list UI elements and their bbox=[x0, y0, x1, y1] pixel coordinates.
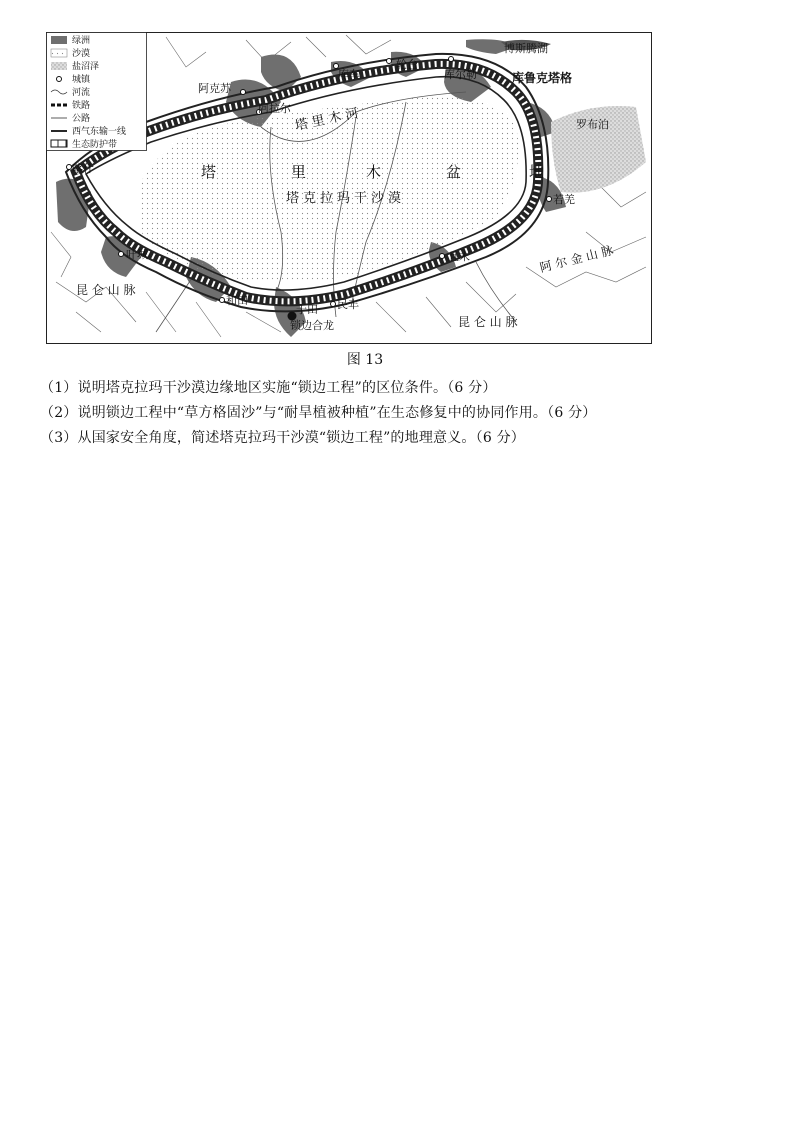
town-label-suobian: 锁边合龙 bbox=[290, 319, 334, 332]
legend-label-town: 城镇 bbox=[72, 75, 91, 85]
town-marker-yecheng bbox=[119, 252, 124, 257]
legend-label-marsh: 盐沼泽 bbox=[72, 62, 100, 72]
town-label-kashi: 喀什 bbox=[72, 162, 94, 175]
legend-label-pipeline: 西气东输一线 bbox=[72, 127, 127, 137]
map-legend bbox=[47, 33, 147, 151]
legend-label-road: 公路 bbox=[72, 114, 91, 124]
feature-label-bosten: 博斯腾湖 bbox=[504, 42, 548, 55]
basin-label-ta: 塔 bbox=[201, 163, 217, 181]
town-label-luntai: 轮台 bbox=[396, 58, 418, 71]
legend-marsh-swatch bbox=[51, 62, 67, 70]
legend-oasis-swatch bbox=[51, 36, 67, 44]
town-marker-kashi bbox=[67, 165, 72, 170]
legend-desert-swatch bbox=[51, 49, 67, 57]
kunlun-right-label: 昆 仑 山 脉 bbox=[458, 315, 518, 329]
town-label-kuche: 库车 bbox=[338, 68, 360, 81]
tarim-basin-map bbox=[46, 32, 652, 344]
kunlun-left-label: 昆 仑 山 脉 bbox=[76, 283, 136, 297]
town-label-yutian: 于田 bbox=[296, 303, 318, 316]
town-label-korla: 库尔勒 bbox=[444, 68, 477, 81]
question-1: （1）说明塔克拉玛干沙漠边缘地区实施“锁边工程”的区位条件。（6 分） bbox=[40, 380, 497, 396]
town-marker-luntai bbox=[387, 59, 392, 64]
legend-label-railway: 铁路 bbox=[72, 101, 91, 111]
town-marker-minfeng bbox=[331, 302, 336, 307]
question-2: （2）说明锁边工程中“草方格固沙”与“耐旱植被种植”在生态修复中的协同作用。（6 分） bbox=[40, 405, 597, 421]
legend-belt-icon bbox=[51, 140, 67, 147]
town-label-qiemo: 且末 bbox=[448, 250, 470, 263]
town-marker-akesu bbox=[241, 90, 246, 95]
town-marker-qiemo bbox=[440, 254, 445, 259]
town-marker-ruoqiang bbox=[547, 197, 552, 202]
basin-label-mu: 木 bbox=[366, 163, 382, 181]
legend-label-belt: 生态防护带 bbox=[72, 140, 118, 150]
question-3: （3）从国家安全角度，简述塔克拉玛干沙漠“锁边工程”的地理意义。（6 分） bbox=[40, 430, 525, 446]
legend-label-river: 河流 bbox=[72, 88, 91, 98]
basin-label-di: 地 bbox=[529, 163, 545, 181]
feature-label-kuluketage: 库鲁克塔格 bbox=[512, 71, 573, 85]
legend-town-icon bbox=[57, 77, 62, 82]
feature-label-tarim-river: 塔 里 木 河 bbox=[293, 105, 360, 134]
desert-label: 塔克拉玛干沙漠 bbox=[286, 191, 406, 206]
town-label-yecheng: 叶城 bbox=[126, 248, 148, 261]
altun-label: 阿 尔 金 山 脉 bbox=[538, 243, 615, 275]
feature-label-luobupo: 罗布泊 bbox=[576, 118, 609, 131]
basin-label-li: 里 bbox=[291, 163, 307, 181]
town-marker-korla bbox=[449, 57, 454, 62]
legend-label-desert: 沙漠 bbox=[72, 49, 91, 59]
figure-caption: 图 13 bbox=[346, 352, 384, 368]
town-marker-hotan bbox=[220, 298, 225, 303]
town-label-minfeng: 民丰 bbox=[337, 298, 359, 311]
basin-label-pen: 盆 bbox=[446, 163, 462, 181]
town-label-ruoqiang: 若羌 bbox=[553, 193, 575, 206]
legend-label-oasis: 绿洲 bbox=[72, 36, 91, 46]
town-label-akesu: 阿克苏 bbox=[198, 82, 231, 95]
town-label-alar: 阿拉尔 bbox=[258, 102, 291, 115]
town-label-hotan: 和田 bbox=[226, 294, 248, 307]
